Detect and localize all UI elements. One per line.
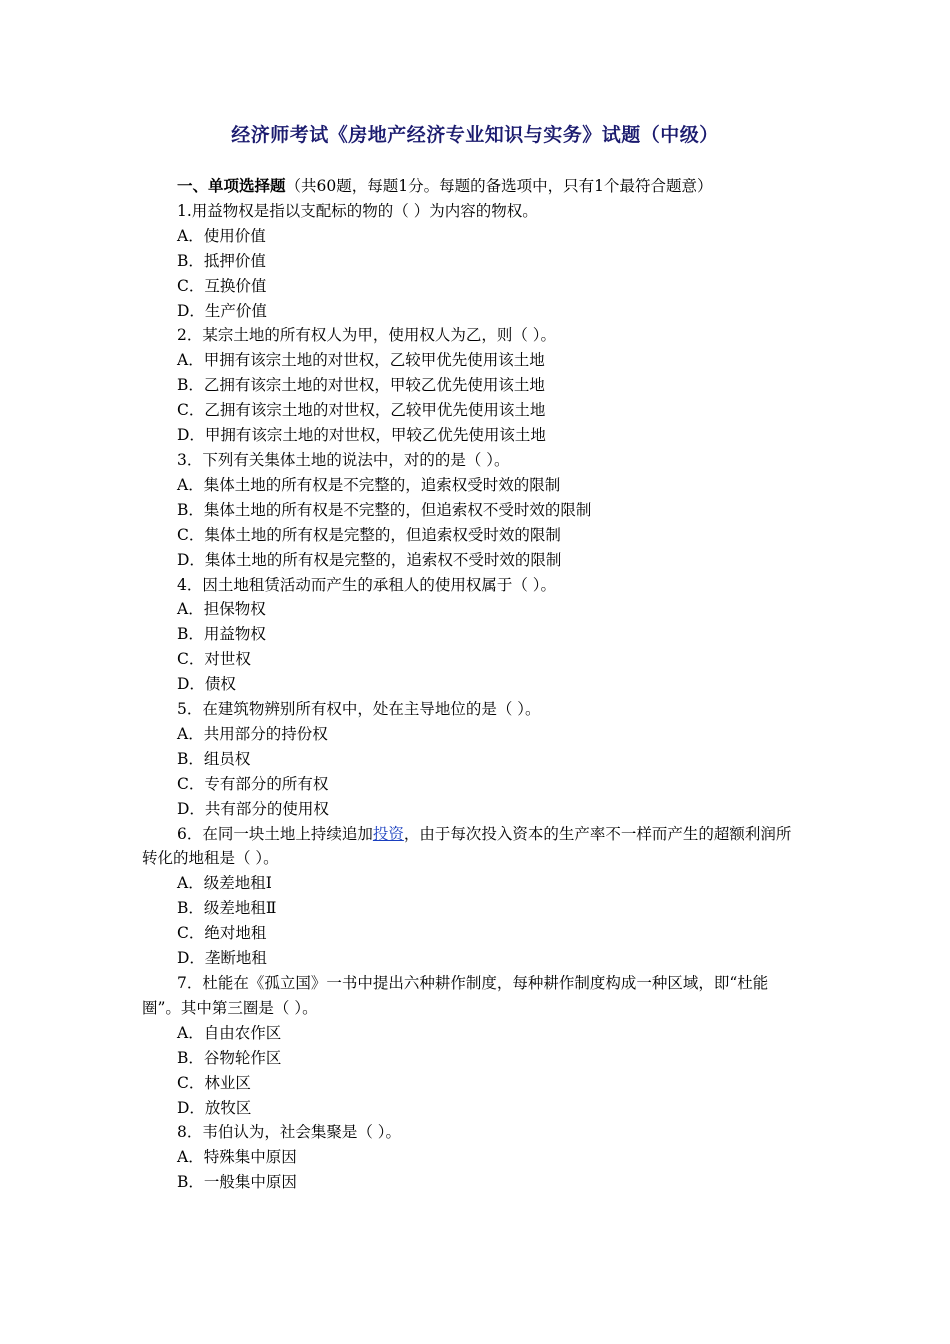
question-7-option-b: B．谷物轮作区 (177, 1048, 282, 1067)
investment-link[interactable]: 投资 (372, 824, 404, 843)
question-6-option-a: A．级差地租Ⅰ (177, 874, 272, 893)
question-2-option-c: C．乙拥有该宗土地的对世权，乙较甲优先使用该土地 (177, 401, 546, 420)
question-8-option-a: A．特殊集中原因 (177, 1148, 297, 1167)
question-2-option-b: B．乙拥有该宗土地的对世权，甲较乙优先使用该土地 (177, 376, 545, 395)
question-3-option-c: C．集体土地的所有权是完整的，但追索权受时效的限制 (177, 525, 561, 544)
question-3-option-b: B．集体土地的所有权是不完整的，但追索权不受时效的限制 (177, 500, 592, 519)
question-5-option-c: C．专有部分的所有权 (177, 774, 329, 793)
question-4-stem: 4．因土地租赁活动而产生的承租人的使用权属于（ ）。 (177, 575, 557, 594)
question-4-option-d: D．债权 (177, 675, 236, 694)
question-3-option-d: D．集体土地的所有权是完整的，追索权不受时效的限制 (177, 550, 562, 569)
question-2-stem: 2．某宗土地的所有权人为甲，使用权人为乙，则（ ）。 (177, 326, 557, 345)
question-7-option-a: A．自由农作区 (177, 1023, 282, 1042)
question-7-option-c: C．林业区 (177, 1073, 251, 1092)
question-6-stem-part-2: ，由于每次投入资本的生产率不一样而产生的超额利润所转化的地租是（ ）。 (142, 824, 792, 868)
question-7-stem: 7．杜能在《孤立国》一书中提出六种耕作制度，每种耕作制度构成一种区域，即“杜能圈”。其中第三圈是（ ）。 (142, 974, 769, 1017)
question-4-option-a: A．担保物权 (177, 600, 266, 619)
question-5-option-a: A．共用部分的持份权 (177, 724, 328, 743)
question-3-stem: 3．下列有关集体土地的说法中，对的的是（ ）。 (177, 450, 510, 469)
question-8-stem: 8．韦伯认为，社会集聚是（ ）。 (177, 1123, 402, 1142)
question-6-option-d: D．垄断地租 (177, 949, 267, 968)
question-8-option-b: B．一般集中原因 (177, 1173, 297, 1192)
question-1-option-c: C．互换价值 (177, 276, 267, 295)
question-4-option-c: C．对世权 (177, 650, 251, 669)
question-5-stem: 5．在建筑物辨别所有权中，处在主导地位的是（ ）。 (177, 700, 541, 719)
section-note: （共60题，每题1分。每题的备选项中，只有1个最符合题意） (285, 177, 713, 195)
question-6-option-c: C．绝对地租 (177, 924, 267, 943)
question-3-option-a: A．集体土地的所有权是不完整的，追索权受时效的限制 (177, 475, 561, 494)
question-1-option-b: B．抵押价值 (177, 251, 266, 270)
section-label: 一、单项选择题 (177, 177, 286, 195)
question-6-option-b: B．级差地租Ⅱ (177, 899, 277, 918)
question-1-stem: 1.用益物权是指以支配标的物的（ ）为内容的物权。 (177, 201, 538, 220)
question-5-option-b: B．组员权 (177, 749, 251, 768)
question-4-option-b: B．用益物权 (177, 625, 266, 644)
section-heading (142, 174, 802, 199)
document-body (142, 174, 802, 1195)
question-1-option-a: A．使用价值 (177, 226, 266, 245)
document-title: 经济师考试《房地产经济专业知识与实务》试题（中级） (231, 124, 719, 146)
question-5-option-d: D．共有部分的使用权 (177, 799, 329, 818)
question-2-option-d: D．甲拥有该宗土地的对世权，甲较乙优先使用该土地 (177, 426, 546, 445)
question-6-stem (142, 822, 802, 872)
question-2-option-a: A．甲拥有该宗土地的对世权，乙较甲优先使用该土地 (177, 351, 545, 370)
question-1-option-d: D．生产价值 (177, 301, 267, 320)
question-7-option-d: D．放牧区 (177, 1098, 252, 1117)
question-6-stem-part-1: 6．在同一块土地上持续追加 (177, 824, 373, 843)
